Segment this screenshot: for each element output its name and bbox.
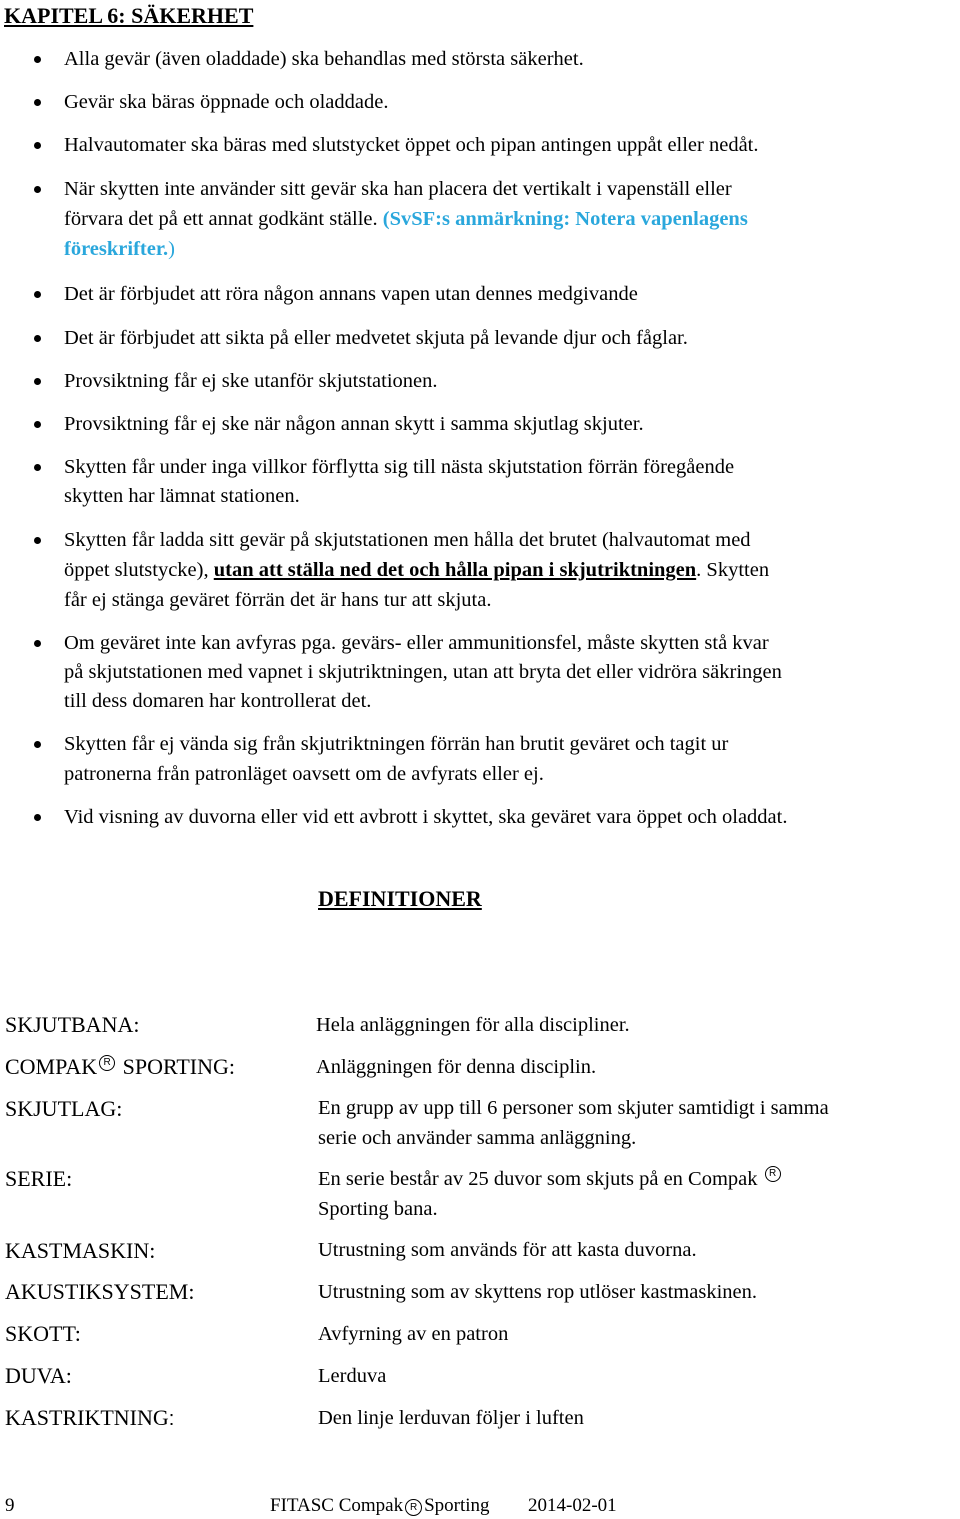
footer-document-title xyxy=(270,1494,490,1518)
term-text: COMPAK xyxy=(5,1054,98,1079)
rule-item: Skytten får ej vända sig från skjutriktningen förrän han brutit geväret och tagit ur xyxy=(64,733,729,755)
rule-item: Det är förbjudet att röra någon annans vapen utan dennes medgivande xyxy=(64,283,638,305)
definition-text: Anläggningen för denna disciplin. xyxy=(316,1056,597,1078)
bullet-icon xyxy=(34,56,41,63)
emphasized-rule-text: utan att ställa ned det och hålla pipan i skjutriktningen xyxy=(213,559,697,581)
definition-text xyxy=(318,1164,783,1194)
federation-note: föreskrifter. xyxy=(64,238,169,260)
term-text: SPORTING: xyxy=(122,1054,235,1079)
definition-term xyxy=(5,1404,174,1433)
bullet-icon xyxy=(34,537,41,544)
bullet-icon xyxy=(34,99,41,106)
definition-text: Utrustning som av skyttens rop utlöser kastmaskinen. xyxy=(318,1281,757,1303)
rule-text: förvara det på ett annat godkänt ställe. xyxy=(64,208,383,230)
definition-text: En grupp av upp till 6 personer som skjuter samtidigt i samma xyxy=(318,1097,829,1119)
rule-text: . Skytten xyxy=(696,559,770,581)
rule-item: När skytten inte använder sitt gevär ska han placera det vertikalt i vapenställ eller xyxy=(64,178,732,200)
definition-term: SKOTT: xyxy=(5,1321,81,1346)
rule-item-line: på skjutstationen med vapnet i skjutriktningen, utan att bryta det eller vidröra säkringen xyxy=(64,661,782,683)
definition-text: Hela anläggningen för alla discipliner. xyxy=(316,1014,630,1036)
term-text: KASTRIKTNING xyxy=(5,1405,169,1430)
definition-text: Utrustning som används för att kasta duvorna. xyxy=(318,1239,697,1261)
bullet-icon xyxy=(34,640,41,647)
rule-item-line xyxy=(64,555,954,585)
definition-text: Den linje lerduvan följer i luften xyxy=(318,1407,584,1429)
definition-text: serie och använder samma anläggning. xyxy=(318,1127,637,1149)
rule-item-line: patronerna från patronläget oavsett om de avfyrats eller ej. xyxy=(64,763,544,785)
rule-item: Skytten får under inga villkor förflytta sig till nästa skjutstation förrän föregående xyxy=(64,456,735,478)
rule-item-line: till dess domaren har kontrollerat det. xyxy=(64,690,372,712)
rule-item: Gevär ska bäras öppnade och oladdade. xyxy=(64,91,389,113)
definition-text-part: En serie består av 25 duvor som skjuts på en Compak xyxy=(318,1168,758,1190)
definition-term: SERIE: xyxy=(5,1166,73,1191)
rule-item-line xyxy=(64,204,954,234)
footer-title-part: Sporting xyxy=(424,1495,490,1516)
bullet-icon xyxy=(34,378,41,385)
rule-text: öppet slutstycke), xyxy=(64,559,214,581)
rule-item-line xyxy=(64,234,954,264)
rule-item-line: skytten har lämnat stationen. xyxy=(64,485,300,507)
rule-item: Skytten får ladda sitt gevär på skjutstationen men hålla det brutet (halvautomat med xyxy=(64,529,751,551)
bullet-icon xyxy=(34,814,41,821)
federation-note-paren: ) xyxy=(168,238,175,260)
definition-term: SKJUTBANA: xyxy=(5,1012,140,1037)
definition-text: Lerduva xyxy=(318,1365,387,1387)
definition-term: AKUSTIKSYSTEM: xyxy=(5,1279,195,1304)
bullet-icon xyxy=(34,291,41,298)
rule-item-line: får ej stänga geväret förrän det är hans tur att skjuta. xyxy=(64,589,492,611)
definition-text: Sporting bana. xyxy=(318,1198,438,1220)
definition-term: SKJUTLAG: xyxy=(5,1096,123,1121)
rule-item: Provsiktning får ej ske när någon annan skytt i samma skjutlag skjuter. xyxy=(64,413,644,435)
bullet-icon xyxy=(34,741,41,748)
definition-term: KASTMASKIN: xyxy=(5,1238,156,1263)
bullet-icon xyxy=(34,142,41,149)
rule-item: Alla gevär (även oladdade) ska behandlas med största säkerhet. xyxy=(64,48,584,70)
rule-item: Provsiktning får ej ske utanför skjutstationen. xyxy=(64,370,438,392)
footer-date: 2014-02-01 xyxy=(528,1495,617,1516)
term-colon: : xyxy=(168,1408,175,1430)
footer-title-part: FITASC Compak xyxy=(270,1495,404,1516)
chapter-title: KAPITEL 6: SÄKERHET xyxy=(4,3,254,28)
federation-note: (SvSF:s anmärkning: Notera vapenlagens xyxy=(382,208,748,230)
registered-mark-icon: R xyxy=(99,1055,115,1071)
rule-item: Det är förbjudet att sikta på eller medvetet skjuta på levande djur och fåglar. xyxy=(64,327,688,349)
rule-item: Om geväret inte kan avfyras pga. gevärs- eller ammunitionsfel, måste skytten stå kvar xyxy=(64,632,769,654)
rule-item: Halvautomater ska bäras med slutstycket öppet och pipan antingen uppåt eller nedåt. xyxy=(64,134,759,156)
rule-item: Vid visning av duvorna eller vid ett avbrott i skyttet, ska geväret vara öppet och oladdat. xyxy=(64,806,788,828)
section-title: DEFINITIONER xyxy=(318,886,482,911)
definition-term: DUVA: xyxy=(5,1363,72,1388)
bullet-icon xyxy=(34,335,41,342)
definition-text: Avfyrning av en patron xyxy=(318,1323,509,1345)
bullet-icon xyxy=(34,186,41,193)
page-number: 9 xyxy=(5,1495,15,1516)
registered-mark-icon: R xyxy=(765,1166,781,1182)
registered-mark-icon: R xyxy=(405,1499,422,1516)
bullet-icon xyxy=(34,421,41,428)
bullet-icon xyxy=(34,464,41,471)
definition-term xyxy=(5,1053,235,1081)
